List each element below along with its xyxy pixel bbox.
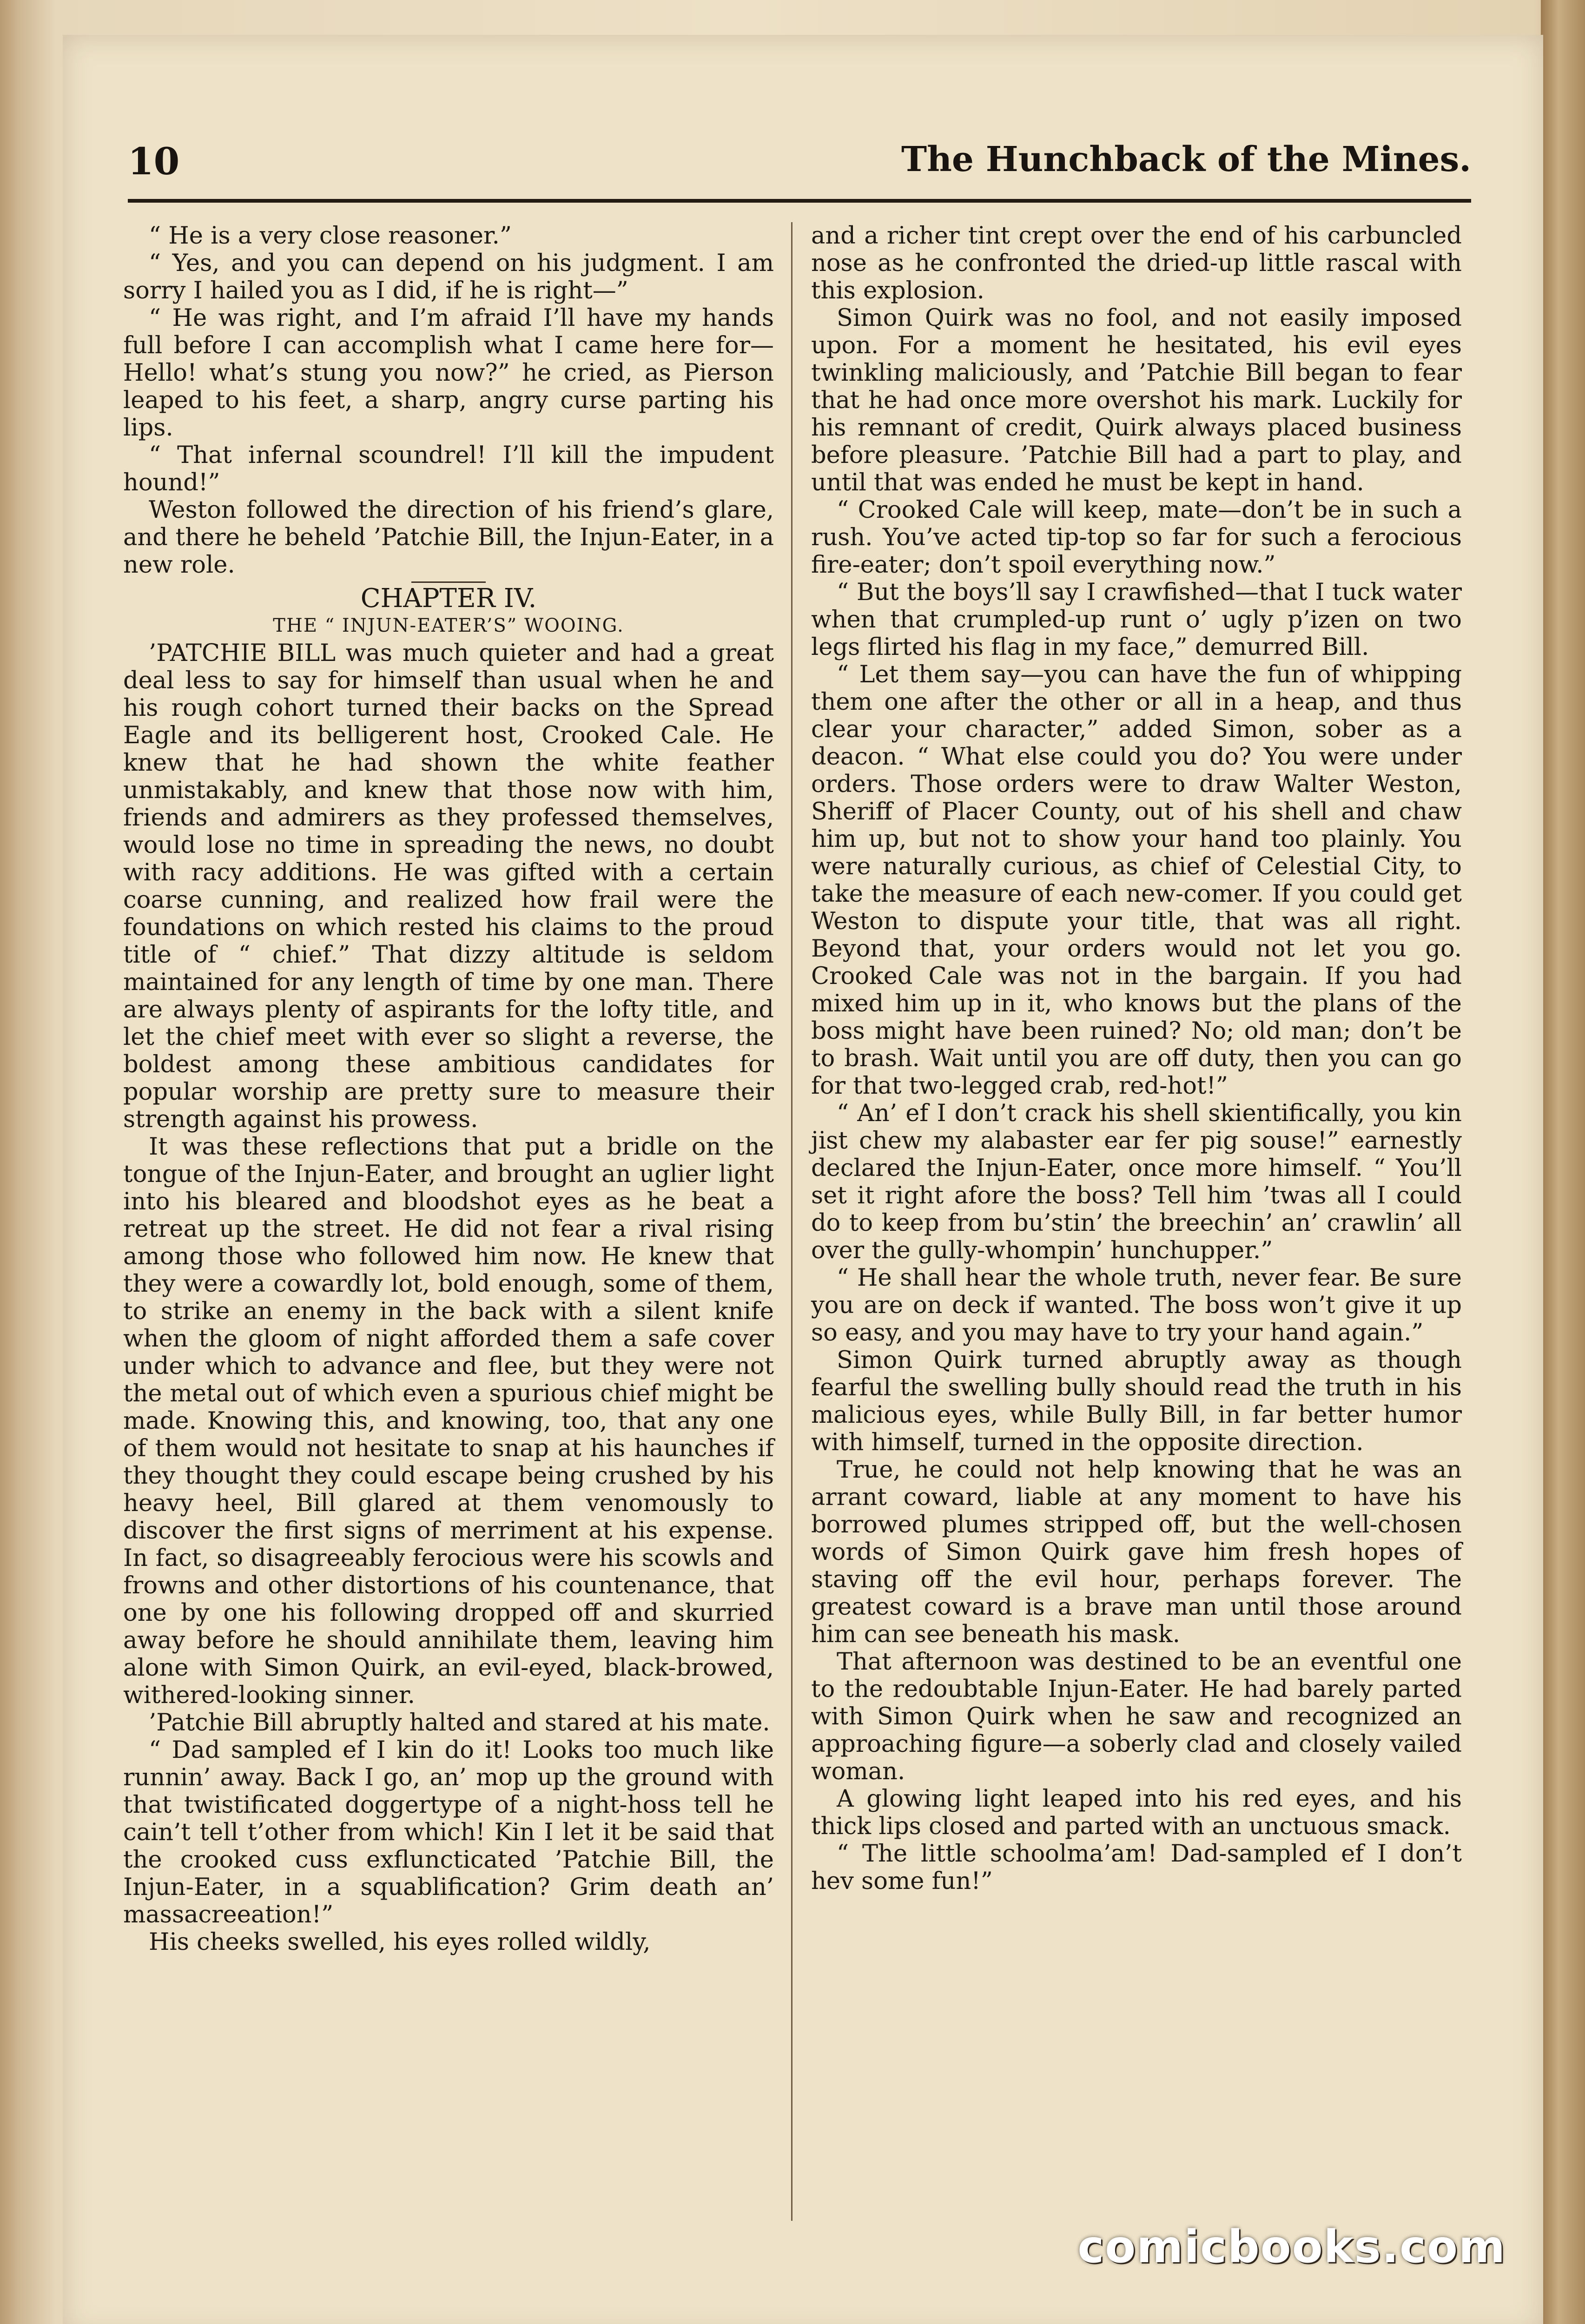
paragraph: Simon Quirk turned abruptly away as though fearful the swelling bully should read the truth in his malicious eyes, while Bully Bill, in far better humor with himself, turned in the opposite direction. (811, 1347, 1462, 1456)
chapter-subtitle: THE “ INJUN-EATER’S” WOOING. (273, 615, 624, 636)
chapter-separator (411, 581, 486, 583)
paragraph: “ That infernal scoundrel! I’ll kill the impudent hound!” (123, 442, 774, 496)
running-title: The Hunchback of the Mines. (901, 139, 1471, 179)
paragraph: True, he could not help knowing that he was an arrant coward, liable at any moment to have his borrowed plumes stripped off, but the well-chosen words of Simon Quirk gave him fresh hopes of staving off the evil hour, perhaps forever. The greatest coward is a brave man until those around him can see beneath his mask. (811, 1456, 1462, 1648)
left-column (123, 222, 774, 1956)
header-rule (128, 199, 1471, 203)
paragraph: “ Yes, and you can depend on his judgment. I am sorry I hailed you as I did, if he is right—” (123, 250, 774, 304)
paragraph: His cheeks swelled, his eyes rolled wildly, (149, 1928, 651, 1956)
right-column (811, 222, 1462, 1895)
site-watermark: comicbooks.com (1077, 2221, 1506, 2273)
paragraph: “ An’ ef I don’t crack his shell skientifically, you kin jist chew my alabaster ear fer pig souse!” earnestly declared the Injun-Eater, once more himself. “ You’ll set it right afore the boss? Tell him ’twas all I could do to keep from bu’stin’ the breechin’ an’ crawlin’ all over the gully-whompin’ hunchupper.” (811, 1100, 1462, 1264)
paragraph: “ Dad sampled ef I kin do it! Looks too much like runnin’ away. Back I go, an’ mop up the ground with that twistificated doggertype of a night-hoss tell he cain’t tell t’other from which! Kin I let it be said that the crooked cuss exfluncticated ’Patchie Bill, the Injun-Eater, in a squablification? Grim death an’ massacreeation!” (123, 1736, 774, 1928)
paragraph: It was these reflections that put a bridle on the tongue of the Injun-Eater, and brought an uglier light into his bleared and bloodshot eyes as he beat a retreat up the street. He did not fear a rival rising among those who followed him now. He knew that they were a cowardly lot, bold enough, some of them, to strike an enemy in the back with a silent knife when the gloom of night afforded them a safe cover under which to advance and flee, but they were not the metal out of which even a spurious chief might be made. Knowing this, and knowing, too, that any one of them would not hesitate to snap at his haunches if they thought they could escape being crushed by his heavy heel, Bill glared at them venomously to discover the first signs of merriment at his expense. In fact, so disagreeably ferocious were his scowls and frowns and other distortions of his countenance, that one by one his following dropped off and skurried away before he should annihilate them, leaving him alone with Simon Quirk, an evil-eyed, black-browed, withered-looking sinner. (123, 1133, 774, 1709)
paragraph: A glowing light leaped into his red eyes, and his thick lips closed and parted with an unctuous smack. (811, 1785, 1462, 1840)
book-spine-edge (1541, 0, 1585, 2324)
paragraph: “ He was right, and I’m afraid I’ll have my hands full before I can accomplish what I came here for— Hello! what’s stung you now?” he cried, as Pierson leaped to his feet, a sharp, angry curse parting his lips. (123, 304, 774, 442)
paragraph: “ The little schoolma’am! Dad-sampled ef I don’t hev some fun!” (811, 1840, 1462, 1895)
paragraph: “ He shall hear the whole truth, never fear. Be sure you are on deck if wanted. The boss won’t give it up so easy, and you may have to try your hand again.” (811, 1264, 1462, 1347)
paragraph: That afternoon was destined to be an eventful one to the redoubtable Injun-Eater. He had barely parted with Simon Quirk when he saw and recognized an approaching figure—a soberly clad and closely vailed woman. (811, 1648, 1462, 1785)
paragraph: and a richer tint crept over the end of his carbuncled nose as he confronted the dried-up little rascal with this explosion. (811, 222, 1462, 304)
paragraph: “ But the boys’ll say I crawfished—that I tuck water when that crumpled-up runt o’ ugly p’izen on two legs flirted his flag in my face,” demurred Bill. (811, 579, 1462, 661)
paragraph: Weston followed the direction of his friend’s glare, and there he beheld ’Patchie Bill, the Injun-Eater, in a new role. (123, 496, 774, 579)
chapter-heading: CHAPTER IV. (360, 583, 537, 614)
paragraph: Simon Quirk was no fool, and not easily imposed upon. For a moment he hesitated, his evil eyes twinkling maliciously, and ’Patchie Bill began to fear that he had once more overshot his mark. Luckily for his remnant of credit, Quirk always placed business before pleasure. ’Patchie Bill had a part to play, and until that was ended he must be kept in hand. (811, 304, 1462, 496)
paragraph: “ Let them say—you can have the fun of whipping them one after the other or all in a heap, and thus clear your character,” added Simon, sober as a deacon. “ What else could you do? You were under orders. Those orders were to draw Walter Weston, Sheriff of Placer County, out of his shell and chaw him up, but not to show your hand too plainly. You were naturally curious, as chief of Celestial City, to take the measure of each new-comer. If you could get Weston to dispute your title, that was all right. Beyond that, your orders would not let you go. Crooked Cale was not in the bargain. If you had mixed him up in it, who knows but the plans of the boss might have been ruined? No; old man; don’t be to brash. Wait until you are off duty, then you can go for that two-legged crab, red-hot!” (811, 661, 1462, 1100)
paragraph: ’Patchie Bill abruptly halted and stared at his mate. (149, 1709, 770, 1736)
paragraph: “ Crooked Cale will keep, mate—don’t be in such a rush. You’ve acted tip-top so far for such a ferocious fire-eater; don’t spoil everything now.” (811, 496, 1462, 579)
column-divider (791, 222, 792, 2221)
page-header (128, 139, 1471, 191)
page-number: 10 (128, 139, 180, 183)
paragraph: “ He is a very close reasoner.” (149, 222, 512, 250)
paragraph: ’PATCHIE BILL was much quieter and had a great deal less to say for himself than usual when he and his rough cohort turned their backs on the Spread Eagle and its belligerent host, Crooked Cale. He knew that he had shown the white feather unmistakably, and knew that those now with him, friends and admirers as they professed themselves, would lose no time in spreading the news, no doubt with racy additions. He was gifted with a certain coarse cunning, and realized how frail were the foundations on which rested his claims to the proud title of “ chief.” That dizzy altitude is seldom maintained for any length of time by one man. There are always plenty of aspirants for the lofty title, and let the chief meet with ever so slight a reverse, the boldest among these ambitious candidates for popular worship are pretty sure to measure their strength against his prowess. (123, 640, 774, 1133)
